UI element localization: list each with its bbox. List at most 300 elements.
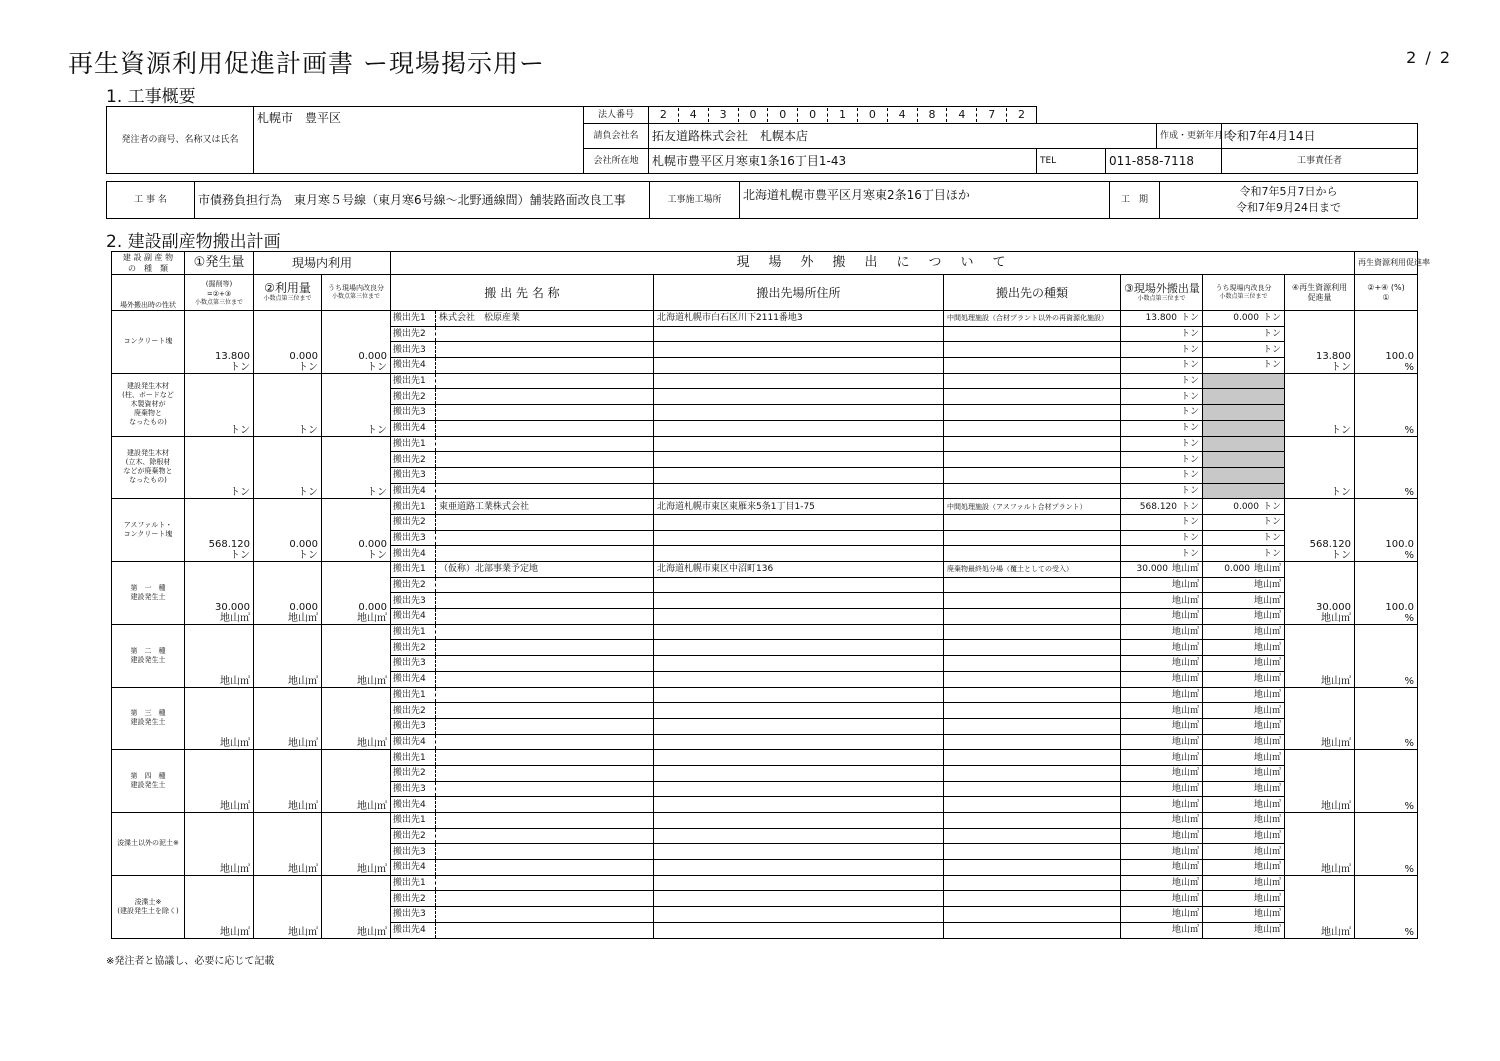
promotion-rate (1355, 875, 1418, 938)
offsite-amount (1121, 922, 1203, 938)
generated-amount (185, 373, 254, 436)
promotion-amount-unit: 地山㎥ (1321, 612, 1352, 624)
promotion-amount-unit: 地山㎥ (1321, 675, 1352, 687)
offsite-amount-value: 13.800 (1145, 313, 1177, 324)
offsite-sub-amount (1203, 797, 1285, 813)
offsite-amount-unit: 地山㎥ (1172, 925, 1200, 936)
orderer-value: 札幌市 豊平区 (254, 107, 584, 174)
overview-table (106, 106, 1418, 174)
dest-address (654, 671, 944, 687)
promotion-rate (1355, 687, 1418, 750)
offsite-amount-unit: トン (1181, 485, 1200, 496)
dest-address (654, 546, 944, 562)
dest-name (436, 452, 654, 468)
offsite-amount-unit: トン (1181, 423, 1200, 434)
promotion-rate-unit: % (1404, 487, 1415, 499)
use-amount (254, 562, 322, 625)
use-amount (254, 624, 322, 687)
offsite-sub-amount (1203, 718, 1285, 734)
offsite-sub-amount (1203, 828, 1285, 844)
rate-den: ① (1382, 292, 1390, 302)
dest-name (436, 483, 654, 499)
generated-amount-unit: 地山㎥ (220, 675, 250, 687)
offsite-amount-unit: 地山㎥ (1172, 580, 1200, 591)
promotion-amount (1285, 373, 1355, 436)
promotion-rate-value: 100.0 (1385, 601, 1415, 613)
dest-type: 廃棄物最終処分場（覆土としての受入） (944, 562, 1121, 578)
byproduct-kind: アスファルト・ コンクリート塊 (112, 499, 185, 562)
offsite-amount (1121, 311, 1203, 327)
table-row (112, 436, 1418, 452)
dest-name (436, 750, 654, 766)
corp-no-field (649, 107, 1037, 124)
dest-address (654, 483, 944, 499)
offsite-amount (1121, 907, 1203, 923)
dest-address (654, 922, 944, 938)
offsite-amount (1121, 452, 1203, 468)
gen-formula: =②+③ (206, 289, 232, 298)
section-overview-title: 1. 工事概要 (106, 87, 196, 107)
use-sub-amount-unit: トン (367, 487, 388, 499)
dest-type (944, 922, 1121, 938)
use-sub-amount-unit: 地山㎥ (357, 675, 388, 687)
corp-no-digit: 0 (798, 108, 828, 122)
offsite-amount-unit: 地山㎥ (1172, 893, 1200, 904)
byproduct-kind: コンクリート塊 (112, 311, 185, 374)
dest-name (436, 530, 654, 546)
offsite-amount-unit: 地山㎥ (1172, 564, 1200, 575)
use-amount-unit: 地山㎥ (288, 863, 318, 875)
work-label: 工 事 名 (107, 182, 195, 219)
offsite-sub-unit: 地山㎥ (1254, 689, 1282, 700)
promotion-rate-unit: % (1404, 738, 1415, 750)
generated-amount-unit: 地山㎥ (220, 863, 250, 875)
offsite-sub-unit: 地山㎥ (1254, 799, 1282, 810)
corp-no-digit: 8 (918, 108, 948, 122)
offsite-amount (1121, 405, 1203, 421)
header-offsite: 現 場 外 搬 出 に つ い て (391, 252, 1355, 275)
offsite-amount (1121, 326, 1203, 342)
offsite-sub-amount (1203, 373, 1285, 389)
offsite-amount (1121, 546, 1203, 562)
offsite-amount-unit: トン (1181, 329, 1200, 340)
dest-type (944, 797, 1121, 813)
offsite-amount-unit: 地山㎥ (1172, 815, 1200, 826)
promotion-amount-value: 30.000 (1316, 601, 1352, 613)
contractor-value: 拓友道路株式会社 札幌本店 (649, 124, 1157, 149)
offsite-sub-unit: 地山㎥ (1254, 580, 1282, 591)
promotion-amount (1285, 499, 1355, 562)
offsite-sub-value: 0.000 (1233, 313, 1259, 324)
dest-name (436, 358, 654, 374)
offsite-amount-unit: 地山㎥ (1172, 878, 1200, 889)
offsite-amount (1121, 624, 1203, 640)
offsite-amount (1121, 358, 1203, 374)
dest-type (944, 750, 1121, 766)
dest-name (436, 624, 654, 640)
offsite-amount-unit: 地山㎥ (1172, 783, 1200, 794)
dest-name (436, 860, 654, 876)
offsite-amount (1121, 389, 1203, 405)
promotion-rate-value: 100.0 (1385, 539, 1415, 550)
offsite-sub-amount (1203, 389, 1285, 405)
offsite-sub-amount (1203, 891, 1285, 907)
offsite-sub-amount (1203, 671, 1285, 687)
byproduct-kind: 建設発生木材 (柱、ボードなど 木製資材が 廃棄物と なったもの) (112, 373, 185, 436)
offsite-sub-amount (1203, 781, 1285, 797)
offsite-amount (1121, 813, 1203, 829)
use-amount-unit: 地山㎥ (288, 675, 318, 687)
offsite-amount-unit: 地山㎥ (1172, 862, 1200, 873)
dest-type (944, 467, 1121, 483)
dest-type (944, 389, 1121, 405)
offsite-amount-unit: トン (1181, 517, 1200, 528)
offsite-amount-unit: 地山㎥ (1172, 595, 1200, 606)
offsite-amount-unit: 地山㎥ (1172, 768, 1200, 779)
offsite-amount (1121, 875, 1203, 891)
offsite-sub-unit: 地山㎥ (1254, 627, 1282, 638)
dest-address (654, 420, 944, 436)
corp-no-digit: 0 (739, 108, 769, 122)
orderer-label: 発注者の商号、名称又は氏名 (107, 107, 254, 174)
offsite-sub-unit: 地山㎥ (1254, 815, 1282, 826)
offsite-amount (1121, 891, 1203, 907)
promotion-rate-unit: % (1404, 801, 1415, 812)
promotion-rate (1355, 750, 1418, 813)
promotion-amount-value: 13.800 (1316, 350, 1352, 362)
work-value: 市債務負担行為 東月寒５号線（東月寒6号線～北野通線間）舗装路面改良工事 (195, 182, 650, 219)
manager-label: 工事責任者 (1222, 149, 1418, 174)
promotion-amount-unit: トン (1331, 550, 1352, 561)
offsite-sub-amount (1203, 577, 1285, 593)
promotion-rate (1355, 813, 1418, 876)
use-sub-amount (322, 311, 391, 374)
dest-label: 搬出先3 (391, 656, 436, 672)
use-amount (254, 373, 322, 436)
offsite-sub-unit: 地山㎥ (1254, 893, 1282, 904)
corp-no-label: 法人番号 (584, 107, 649, 124)
page-title: 再生資源利用促進計画書 ー現場掲示用ー (68, 49, 545, 78)
site-value: 北海道札幌市豊平区月寒東2条16丁目ほか (740, 182, 1110, 219)
offsite-sub-unit: 地山㎥ (1254, 909, 1282, 920)
generated-amount-unit: 地山㎥ (220, 612, 250, 624)
offsite-amount (1121, 467, 1203, 483)
dest-address (654, 750, 944, 766)
offsite-amount-unit: 地山㎥ (1172, 799, 1200, 810)
offsite-amount-value: 568.120 (1139, 501, 1177, 512)
contractor-label: 請負会社名 (584, 124, 649, 149)
dest-type (944, 405, 1121, 421)
offsite-sub-unit: トン (1263, 329, 1282, 340)
corp-no-digit: 2 (1018, 108, 1026, 121)
dest-name (436, 922, 654, 938)
dest-type: 中間処理施設（アスファルト合材プラント） (944, 499, 1121, 515)
offsite-amount-unit: トン (1181, 344, 1200, 355)
offsite-amount (1121, 734, 1203, 750)
offsite-amount-unit: 地山㎥ (1172, 846, 1200, 857)
header-out (1121, 275, 1203, 311)
header-kind: 建 設 副 産 物 の 種 類 (112, 252, 185, 275)
offsite-sub-unit: 地山㎥ (1254, 846, 1282, 857)
dest-label: 搬出先2 (391, 514, 436, 530)
offsite-amount-unit: トン (1181, 376, 1200, 387)
dest-name (436, 875, 654, 891)
use-amount (254, 436, 322, 499)
offsite-amount (1121, 844, 1203, 860)
generated-amount-unit: トン (230, 550, 250, 561)
promotion-rate (1355, 373, 1418, 436)
dest-label: 搬出先3 (391, 844, 436, 860)
promotion-amount-unit: トン (1331, 424, 1352, 436)
dest-label: 搬出先1 (391, 875, 436, 891)
dest-address (654, 389, 944, 405)
generated-amount (185, 311, 254, 374)
header-rate-title: 再生資源利用促進率 (1355, 252, 1418, 275)
use-decimal: 小数点第三位まで (263, 295, 312, 302)
table-row (112, 311, 1418, 327)
dest-name (436, 671, 654, 687)
dest-address: 北海道札幌市東区東雁来5条1丁目1-75 (654, 499, 944, 515)
use-amount (254, 499, 322, 562)
offsite-sub-unit: 地山㎥ (1254, 752, 1282, 763)
dest-address: 北海道札幌市白石区川下2111番地3 (654, 311, 944, 327)
dest-name (436, 703, 654, 719)
dest-type (944, 530, 1121, 546)
dest-label: 搬出先3 (391, 467, 436, 483)
rate-formula: ②+④ (1367, 282, 1389, 292)
dest-address: 北海道札幌市東区中沼町136 (654, 562, 944, 578)
offsite-sub-unit: 地山㎥ (1254, 611, 1282, 622)
dest-type (944, 436, 1121, 452)
byproduct-kind: 浚渫土※ (建設発生土を除く) (112, 875, 185, 938)
promotion-rate-unit: % (1404, 550, 1415, 561)
dest-name (436, 405, 654, 421)
use-amount (254, 875, 322, 938)
corp-no-digit: 4 (947, 108, 977, 122)
header-rate (1355, 275, 1418, 311)
dest-address (654, 828, 944, 844)
offsite-sub-amount (1203, 483, 1285, 499)
dest-label: 搬出先2 (391, 452, 436, 468)
dest-type (944, 781, 1121, 797)
offsite-sub-unit: 地山㎥ (1254, 878, 1282, 889)
use-amount (254, 687, 322, 750)
offsite-amount (1121, 828, 1203, 844)
offsite-sub-unit: 地山㎥ (1254, 721, 1282, 732)
dest-address (654, 703, 944, 719)
address-label: 会社所在地 (584, 149, 649, 174)
dest-label: 搬出先2 (391, 326, 436, 342)
header-onsite: 現場内利用 (254, 252, 391, 275)
generated-amount (185, 436, 254, 499)
out-decimal: 小数点第三位まで (1137, 295, 1186, 302)
dest-type (944, 656, 1121, 672)
offsite-sub-amount (1203, 436, 1285, 452)
dest-type (944, 687, 1121, 703)
use-sub-amount-unit: トン (367, 550, 388, 561)
offsite-sub-unit: 地山㎥ (1254, 925, 1282, 936)
offsite-amount (1121, 781, 1203, 797)
dest-label: 搬出先4 (391, 734, 436, 750)
dest-label: 搬出先4 (391, 609, 436, 625)
offsite-amount (1121, 514, 1203, 530)
dest-name (436, 797, 654, 813)
dest-type (944, 765, 1121, 781)
promotion-rate-unit: % (1404, 863, 1415, 875)
dest-address (654, 467, 944, 483)
generated-amount (185, 624, 254, 687)
period-to: 令和7年9月24日まで (1236, 201, 1341, 214)
offsite-amount-unit: トン (1181, 313, 1200, 324)
dest-name (436, 844, 654, 860)
generated-amount (185, 750, 254, 813)
offsite-sub-unit: トン (1263, 360, 1282, 371)
offsite-amount (1121, 436, 1203, 452)
dest-name (436, 718, 654, 734)
dest-label: 搬出先4 (391, 483, 436, 499)
dest-type (944, 875, 1121, 891)
table-row (112, 750, 1418, 766)
dest-name (436, 656, 654, 672)
offsite-amount-value: 30.000 (1136, 564, 1168, 575)
dest-type (944, 703, 1121, 719)
use-sub-amount (322, 562, 391, 625)
dest-address (654, 765, 944, 781)
out-sub-decimal: 小数点第三位まで (1219, 293, 1268, 300)
offsite-sub-amount (1203, 860, 1285, 876)
dest-address (654, 907, 944, 923)
dest-type (944, 718, 1121, 734)
offsite-amount-unit: 地山㎥ (1172, 721, 1200, 732)
dest-address (654, 718, 944, 734)
dest-type (944, 546, 1121, 562)
dest-address (654, 624, 944, 640)
updated-value: 令和7年4月14日 (1222, 124, 1418, 149)
offsite-sub-amount (1203, 467, 1285, 483)
offsite-sub-amount (1203, 593, 1285, 609)
period-value (1160, 182, 1418, 219)
offsite-amount (1121, 860, 1203, 876)
dest-label: 搬出先2 (391, 765, 436, 781)
offsite-amount-unit: 地山㎥ (1172, 831, 1200, 842)
corp-no-digit: 2 (649, 108, 679, 122)
offsite-sub-unit: 地山㎥ (1254, 674, 1282, 685)
offsite-sub-amount (1203, 703, 1285, 719)
offsite-sub-amount (1203, 875, 1285, 891)
offsite-sub-amount (1203, 844, 1285, 860)
offsite-sub-unit: 地山㎥ (1254, 642, 1282, 653)
dest-address (654, 734, 944, 750)
offsite-sub-unit: 地山㎥ (1254, 658, 1282, 669)
dest-name (436, 907, 654, 923)
page-number: 2 / 2 (1406, 48, 1452, 67)
table-row (112, 499, 1418, 515)
dest-address (654, 358, 944, 374)
byproduct-kind: 第 四 種 建設発生土 (112, 750, 185, 813)
dest-name (436, 342, 654, 358)
dest-name (436, 326, 654, 342)
header-use-sub (322, 275, 391, 311)
promotion-amount (1285, 436, 1355, 499)
generated-amount-unit: 地山㎥ (220, 801, 250, 812)
dest-name: （仮称）北部事業予定地 (436, 562, 654, 578)
offsite-sub-unit: トン (1263, 517, 1282, 528)
dest-address (654, 781, 944, 797)
dest-name (436, 436, 654, 452)
corp-no-digit: 0 (858, 108, 888, 122)
header-gen: ①発生量 (185, 252, 254, 275)
offsite-sub-value: 0.000 (1233, 501, 1259, 512)
dest-label: 搬出先2 (391, 577, 436, 593)
corp-no-digit: 7 (977, 108, 1007, 122)
offsite-amount (1121, 420, 1203, 436)
use-sub-amount-value: 0.000 (358, 350, 388, 362)
use-sub-amount (322, 373, 391, 436)
use-sub-amount (322, 436, 391, 499)
offsite-amount (1121, 530, 1203, 546)
promotion-amount-unit: 地山㎥ (1321, 926, 1352, 938)
header-promo: ④再生資源利用促進量 (1285, 275, 1355, 311)
offsite-amount (1121, 483, 1203, 499)
dest-label: 搬出先4 (391, 420, 436, 436)
use-amount-unit: 地山㎥ (288, 926, 318, 938)
promotion-amount (1285, 624, 1355, 687)
dest-type (944, 907, 1121, 923)
table-row (112, 373, 1418, 389)
use-amount-value: 0.000 (289, 601, 318, 613)
use-sub-amount-unit: 地山㎥ (357, 612, 388, 624)
offsite-amount-unit: トン (1181, 438, 1200, 449)
promotion-rate (1355, 562, 1418, 625)
offsite-sub-amount (1203, 765, 1285, 781)
dest-label: 搬出先1 (391, 499, 436, 515)
dest-name (436, 640, 654, 656)
dest-type (944, 483, 1121, 499)
offsite-amount-unit: 地山㎥ (1172, 674, 1200, 685)
generated-amount (185, 813, 254, 876)
byproduct-kind: 第 三 種 建設発生土 (112, 687, 185, 750)
dest-name (436, 765, 654, 781)
offsite-amount-unit: トン (1181, 532, 1200, 543)
dest-address (654, 452, 944, 468)
offsite-sub-amount (1203, 609, 1285, 625)
promotion-amount-unit: トン (1331, 487, 1352, 499)
use-sub-amount-value: 0.000 (358, 601, 388, 613)
table-row (112, 562, 1418, 578)
generated-amount (185, 687, 254, 750)
use-sub-amount-unit: 地山㎥ (357, 926, 388, 938)
generated-amount (185, 499, 254, 562)
dest-address (654, 656, 944, 672)
offsite-amount-unit: トン (1181, 360, 1200, 371)
dest-name (436, 593, 654, 609)
use-sub-amount-unit: トン (367, 361, 388, 373)
footnote: ※発注者と協議し、必要に応じて記載 (106, 956, 275, 967)
dest-name (436, 389, 654, 405)
dest-type (944, 891, 1121, 907)
offsite-sub-amount (1203, 342, 1285, 358)
use-amount (254, 311, 322, 374)
use-sub-amount (322, 750, 391, 813)
dest-label: 搬出先2 (391, 891, 436, 907)
generated-amount-unit: トン (230, 361, 250, 373)
offsite-sub-unit: 地山㎥ (1254, 564, 1282, 575)
dest-address (654, 405, 944, 421)
dest-type (944, 734, 1121, 750)
dest-type (944, 452, 1121, 468)
offsite-sub-amount (1203, 499, 1285, 515)
use-sub-amount (322, 499, 391, 562)
